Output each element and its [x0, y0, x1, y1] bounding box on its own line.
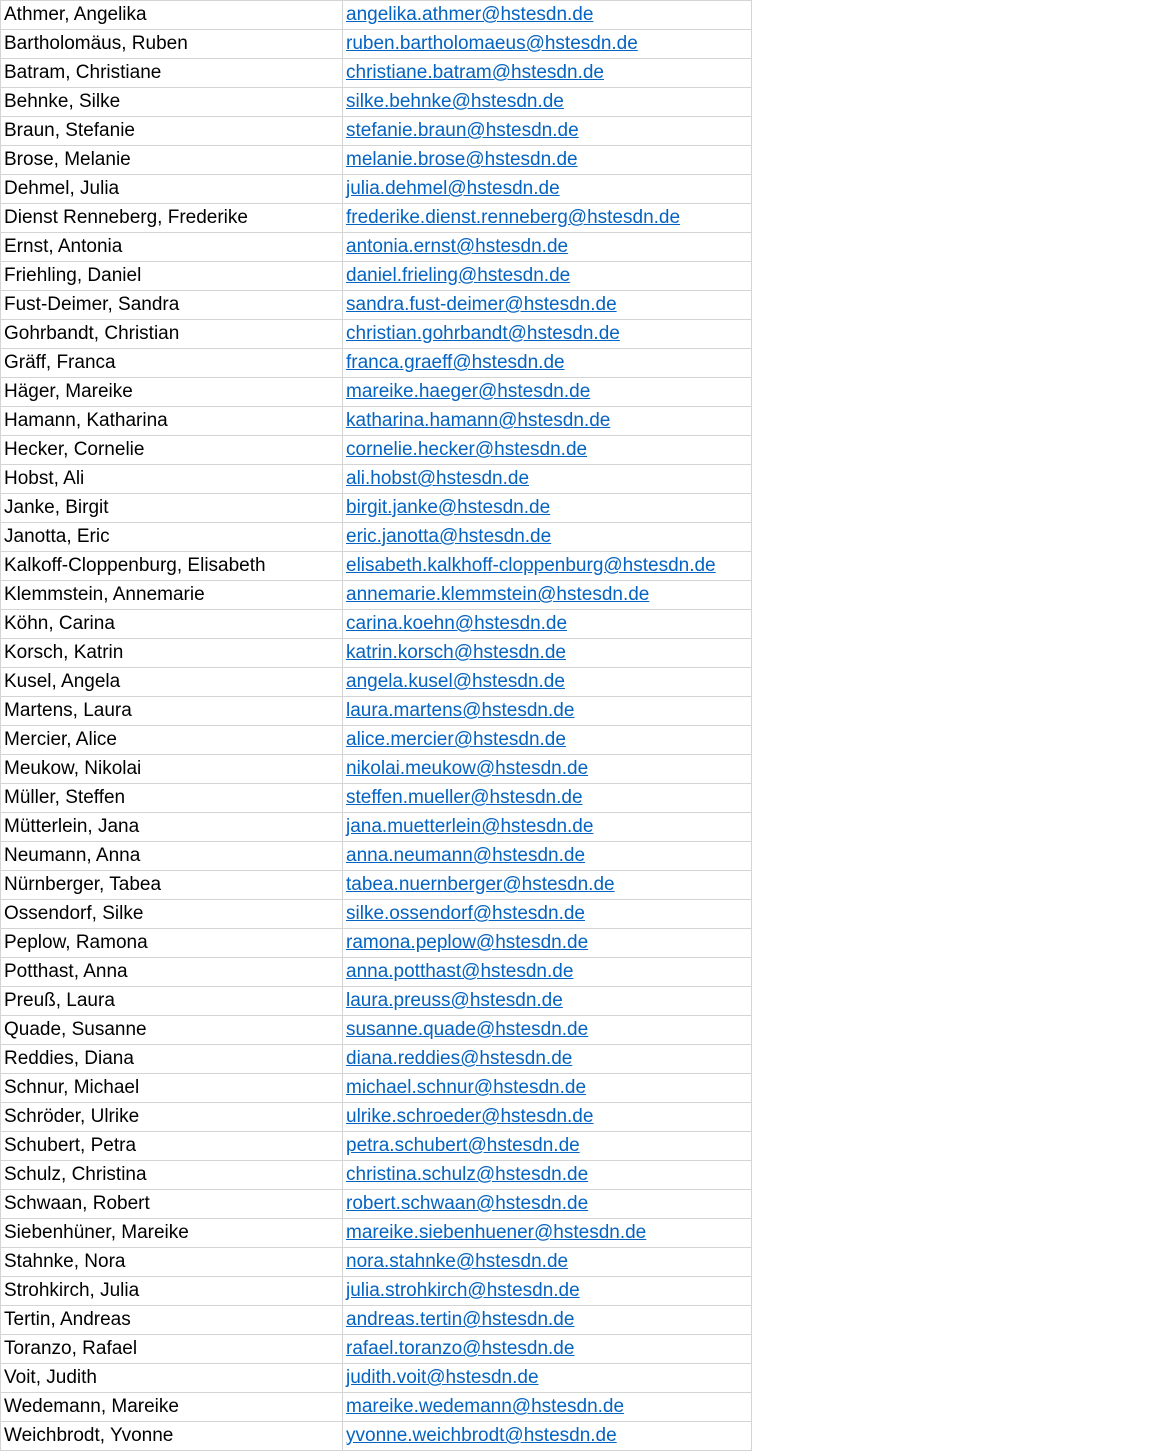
email-link[interactable]: mareike.siebenhuener@hstesdn.de — [346, 1222, 647, 1243]
email-link[interactable]: nora.stahnke@hstesdn.de — [346, 1251, 569, 1272]
table-row — [1, 233, 752, 262]
name-cell[interactable]: Gohrbandt, Christian — [1, 320, 343, 349]
email-cell[interactable] — [343, 1045, 752, 1074]
table-row — [1, 987, 752, 1016]
email-cell[interactable] — [343, 146, 752, 175]
name-cell[interactable]: Neumann, Anna — [1, 842, 343, 871]
table-row — [1, 813, 752, 842]
name-cell[interactable]: Schröder, Ulrike — [1, 1103, 343, 1132]
email-cell[interactable] — [343, 1103, 752, 1132]
name-cell[interactable]: Meukow, Nikolai — [1, 755, 343, 784]
name-cell[interactable]: Braun, Stefanie — [1, 117, 343, 146]
email-cell[interactable] — [343, 755, 752, 784]
name-cell[interactable]: Peplow, Ramona — [1, 929, 343, 958]
table-row — [1, 175, 752, 204]
email-cell[interactable] — [343, 320, 752, 349]
table-row — [1, 117, 752, 146]
table-row — [1, 958, 752, 987]
email-cell[interactable] — [343, 494, 752, 523]
name-cell[interactable]: Preuß, Laura — [1, 987, 343, 1016]
name-cell[interactable]: Schulz, Christina — [1, 1161, 343, 1190]
email-cell[interactable] — [343, 1422, 752, 1451]
email-cell[interactable] — [343, 349, 752, 378]
table-row — [1, 204, 752, 233]
name-cell[interactable]: Klemmstein, Annemarie — [1, 581, 343, 610]
name-cell[interactable]: Hobst, Ali — [1, 465, 343, 494]
table-row — [1, 1103, 752, 1132]
table-row — [1, 552, 752, 581]
name-cell[interactable]: Nürnberger, Tabea — [1, 871, 343, 900]
email-link[interactable]: mareike.wedemann@hstesdn.de — [346, 1396, 625, 1417]
table-row — [1, 1, 752, 30]
email-link[interactable]: anna.neumann@hstesdn.de — [346, 845, 586, 866]
email-link[interactable]: christiane.batram@hstesdn.de — [346, 62, 604, 83]
email-link[interactable]: antonia.ernst@hstesdn.de — [346, 236, 569, 257]
name-cell[interactable]: Martens, Laura — [1, 697, 343, 726]
email-cell[interactable] — [343, 929, 752, 958]
table-row — [1, 1364, 752, 1393]
email-cell[interactable] — [343, 1132, 752, 1161]
name-cell[interactable]: Hamann, Katharina — [1, 407, 343, 436]
email-cell[interactable] — [343, 958, 752, 987]
email-link[interactable]: mareike.haeger@hstesdn.de — [346, 381, 591, 402]
spreadsheet-body — [1, 1, 752, 1451]
email-cell[interactable] — [343, 1393, 752, 1422]
email-link[interactable]: christina.schulz@hstesdn.de — [346, 1164, 589, 1185]
table-row — [1, 407, 752, 436]
table-row — [1, 929, 752, 958]
name-cell[interactable]: Hecker, Cornelie — [1, 436, 343, 465]
email-link[interactable]: andreas.tertin@hstesdn.de — [346, 1309, 575, 1330]
table-row — [1, 871, 752, 900]
name-cell[interactable]: Mütterlein, Jana — [1, 813, 343, 842]
email-cell[interactable] — [343, 697, 752, 726]
email-link[interactable]: frederike.dienst.renneberg@hstesdn.de — [346, 207, 681, 228]
email-link[interactable]: sandra.fust-deimer@hstesdn.de — [346, 294, 617, 315]
table-row — [1, 1132, 752, 1161]
email-cell[interactable] — [343, 1190, 752, 1219]
email-cell[interactable] — [343, 639, 752, 668]
email-cell[interactable] — [343, 1161, 752, 1190]
table-row — [1, 320, 752, 349]
name-cell[interactable]: Toranzo, Rafael — [1, 1335, 343, 1364]
table-row — [1, 1016, 752, 1045]
name-cell[interactable]: Häger, Mareike — [1, 378, 343, 407]
email-cell[interactable] — [343, 1016, 752, 1045]
table-row — [1, 523, 752, 552]
table-row — [1, 1393, 752, 1422]
email-cell[interactable] — [343, 407, 752, 436]
email-link[interactable]: rafael.toranzo@hstesdn.de — [346, 1338, 575, 1359]
email-link[interactable]: elisabeth.kalkhoff-cloppenburg@hstesdn.de — [346, 555, 716, 576]
name-cell[interactable]: Voit, Judith — [1, 1364, 343, 1393]
email-cell[interactable] — [343, 117, 752, 146]
table-row — [1, 842, 752, 871]
table-row — [1, 697, 752, 726]
table-row — [1, 88, 752, 117]
email-cell[interactable] — [343, 1364, 752, 1393]
email-link[interactable]: judith.voit@hstesdn.de — [346, 1367, 539, 1388]
email-link[interactable]: annemarie.klemmstein@hstesdn.de — [346, 584, 650, 605]
table-row — [1, 30, 752, 59]
name-cell[interactable]: Ernst, Antonia — [1, 233, 343, 262]
email-link[interactable]: eric.janotta@hstesdn.de — [346, 526, 552, 547]
name-cell[interactable]: Müller, Steffen — [1, 784, 343, 813]
name-cell[interactable]: Kusel, Angela — [1, 668, 343, 697]
name-cell[interactable]: Schubert, Petra — [1, 1132, 343, 1161]
name-cell[interactable]: Schnur, Michael — [1, 1074, 343, 1103]
name-cell[interactable]: Behnke, Silke — [1, 88, 343, 117]
email-link[interactable]: ramona.peplow@hstesdn.de — [346, 932, 589, 953]
name-cell[interactable]: Bartholomäus, Ruben — [1, 30, 343, 59]
email-link[interactable]: laura.martens@hstesdn.de — [346, 700, 575, 721]
name-cell[interactable]: Brose, Melanie — [1, 146, 343, 175]
name-cell[interactable]: Mercier, Alice — [1, 726, 343, 755]
email-link[interactable]: petra.schubert@hstesdn.de — [346, 1135, 580, 1156]
name-cell[interactable]: Strohkirch, Julia — [1, 1277, 343, 1306]
email-cell[interactable] — [343, 1248, 752, 1277]
email-link[interactable]: silke.behnke@hstesdn.de — [346, 91, 564, 112]
table-row — [1, 610, 752, 639]
email-link[interactable]: jana.muetterlein@hstesdn.de — [346, 816, 594, 837]
table-row — [1, 755, 752, 784]
email-link[interactable]: ali.hobst@hstesdn.de — [346, 468, 530, 489]
email-link[interactable]: carina.koehn@hstesdn.de — [346, 613, 568, 634]
name-cell[interactable]: Dehmel, Julia — [1, 175, 343, 204]
table-row — [1, 581, 752, 610]
name-cell[interactable]: Ossendorf, Silke — [1, 900, 343, 929]
name-cell[interactable]: Friehling, Daniel — [1, 262, 343, 291]
table-row — [1, 59, 752, 88]
email-cell[interactable] — [343, 523, 752, 552]
email-cell[interactable] — [343, 552, 752, 581]
table-row — [1, 1045, 752, 1074]
email-cell[interactable] — [343, 436, 752, 465]
email-link[interactable]: silke.ossendorf@hstesdn.de — [346, 903, 585, 924]
table-row — [1, 784, 752, 813]
name-cell[interactable]: Reddies, Diana — [1, 1045, 343, 1074]
email-cell[interactable] — [343, 610, 752, 639]
email-cell[interactable] — [343, 233, 752, 262]
email-cell[interactable] — [343, 1277, 752, 1306]
email-link[interactable]: franca.graeff@hstesdn.de — [346, 352, 565, 373]
table-row — [1, 668, 752, 697]
email-cell[interactable] — [343, 59, 752, 88]
email-link[interactable]: katharina.hamann@hstesdn.de — [346, 410, 611, 431]
table-row — [1, 1277, 752, 1306]
table-row — [1, 349, 752, 378]
name-cell[interactable]: Athmer, Angelika — [1, 1, 343, 30]
email-cell[interactable] — [343, 813, 752, 842]
email-cell[interactable] — [343, 987, 752, 1016]
email-link[interactable]: robert.schwaan@hstesdn.de — [346, 1193, 589, 1214]
email-cell[interactable] — [343, 30, 752, 59]
email-link[interactable]: laura.preuss@hstesdn.de — [346, 990, 563, 1011]
email-link[interactable]: ulrike.schroeder@hstesdn.de — [346, 1106, 594, 1127]
email-link[interactable]: julia.strohkirch@hstesdn.de — [346, 1280, 580, 1301]
name-cell[interactable]: Kalkoff-Cloppenburg, Elisabeth — [1, 552, 343, 581]
table-row — [1, 291, 752, 320]
name-cell[interactable]: Janke, Birgit — [1, 494, 343, 523]
table-row — [1, 378, 752, 407]
email-link[interactable]: steffen.mueller@hstesdn.de — [346, 787, 583, 808]
name-cell[interactable]: Fust-Deimer, Sandra — [1, 291, 343, 320]
email-link[interactable]: birgit.janke@hstesdn.de — [346, 497, 551, 518]
email-cell[interactable] — [343, 871, 752, 900]
table-row — [1, 1190, 752, 1219]
email-link[interactable]: angelika.athmer@hstesdn.de — [346, 4, 594, 25]
email-link[interactable]: nikolai.meukow@hstesdn.de — [346, 758, 589, 779]
email-link[interactable]: christian.gohrbandt@hstesdn.de — [346, 323, 620, 344]
name-cell[interactable]: Janotta, Eric — [1, 523, 343, 552]
table-row — [1, 1074, 752, 1103]
email-cell[interactable] — [343, 842, 752, 871]
email-link[interactable]: angela.kusel@hstesdn.de — [346, 671, 565, 692]
name-cell[interactable]: Gräff, Franca — [1, 349, 343, 378]
email-cell[interactable] — [343, 262, 752, 291]
email-cell[interactable] — [343, 204, 752, 233]
email-link[interactable]: anna.potthast@hstesdn.de — [346, 961, 574, 982]
table-row — [1, 1248, 752, 1277]
email-link[interactable]: michael.schnur@hstesdn.de — [346, 1077, 587, 1098]
email-link[interactable]: melanie.brose@hstesdn.de — [346, 149, 578, 170]
name-cell[interactable]: Köhn, Carina — [1, 610, 343, 639]
table-row — [1, 639, 752, 668]
table-row — [1, 146, 752, 175]
email-cell[interactable] — [343, 1074, 752, 1103]
name-cell[interactable]: Batram, Christiane — [1, 59, 343, 88]
name-cell[interactable]: Dienst Renneberg, Frederike — [1, 204, 343, 233]
email-cell[interactable] — [343, 726, 752, 755]
email-cell[interactable] — [343, 1335, 752, 1364]
email-link[interactable]: katrin.korsch@hstesdn.de — [346, 642, 566, 663]
name-cell[interactable]: Tertin, Andreas — [1, 1306, 343, 1335]
table-row — [1, 1422, 752, 1451]
email-link[interactable]: ruben.bartholomaeus@hstesdn.de — [346, 33, 638, 54]
email-cell[interactable] — [343, 378, 752, 407]
email-link[interactable]: daniel.frieling@hstesdn.de — [346, 265, 571, 286]
email-cell[interactable] — [343, 1219, 752, 1248]
email-cell[interactable] — [343, 175, 752, 204]
table-row — [1, 900, 752, 929]
table-row — [1, 1161, 752, 1190]
name-cell[interactable]: Weichbrodt, Yvonne — [1, 1422, 343, 1451]
name-cell[interactable]: Quade, Susanne — [1, 1016, 343, 1045]
table-row — [1, 262, 752, 291]
name-cell[interactable]: Siebenhüner, Mareike — [1, 1219, 343, 1248]
email-cell[interactable] — [343, 291, 752, 320]
email-cell[interactable] — [343, 581, 752, 610]
name-cell[interactable]: Schwaan, Robert — [1, 1190, 343, 1219]
email-cell[interactable] — [343, 88, 752, 117]
table-row — [1, 1335, 752, 1364]
table-row — [1, 1306, 752, 1335]
name-cell[interactable]: Wedemann, Mareike — [1, 1393, 343, 1422]
table-row — [1, 726, 752, 755]
table-row — [1, 1219, 752, 1248]
table-row — [1, 436, 752, 465]
name-cell[interactable]: Stahnke, Nora — [1, 1248, 343, 1277]
table-row — [1, 494, 752, 523]
name-cell[interactable]: Potthast, Anna — [1, 958, 343, 987]
name-cell[interactable]: Korsch, Katrin — [1, 639, 343, 668]
email-cell[interactable] — [343, 465, 752, 494]
email-cell[interactable] — [343, 1, 752, 30]
email-cell[interactable] — [343, 1306, 752, 1335]
email-link[interactable]: stefanie.braun@hstesdn.de — [346, 120, 579, 141]
email-cell[interactable] — [343, 900, 752, 929]
email-link[interactable]: diana.reddies@hstesdn.de — [346, 1048, 573, 1069]
email-link[interactable]: alice.mercier@hstesdn.de — [346, 729, 566, 750]
email-link[interactable]: cornelie.hecker@hstesdn.de — [346, 439, 588, 460]
table-row — [1, 465, 752, 494]
email-link[interactable]: tabea.nuernberger@hstesdn.de — [346, 874, 615, 895]
email-link[interactable]: yvonne.weichbrodt@hstesdn.de — [346, 1425, 617, 1446]
email-link[interactable]: susanne.quade@hstesdn.de — [346, 1019, 589, 1040]
email-link[interactable]: julia.dehmel@hstesdn.de — [346, 178, 560, 199]
email-cell[interactable] — [343, 784, 752, 813]
email-cell[interactable] — [343, 668, 752, 697]
